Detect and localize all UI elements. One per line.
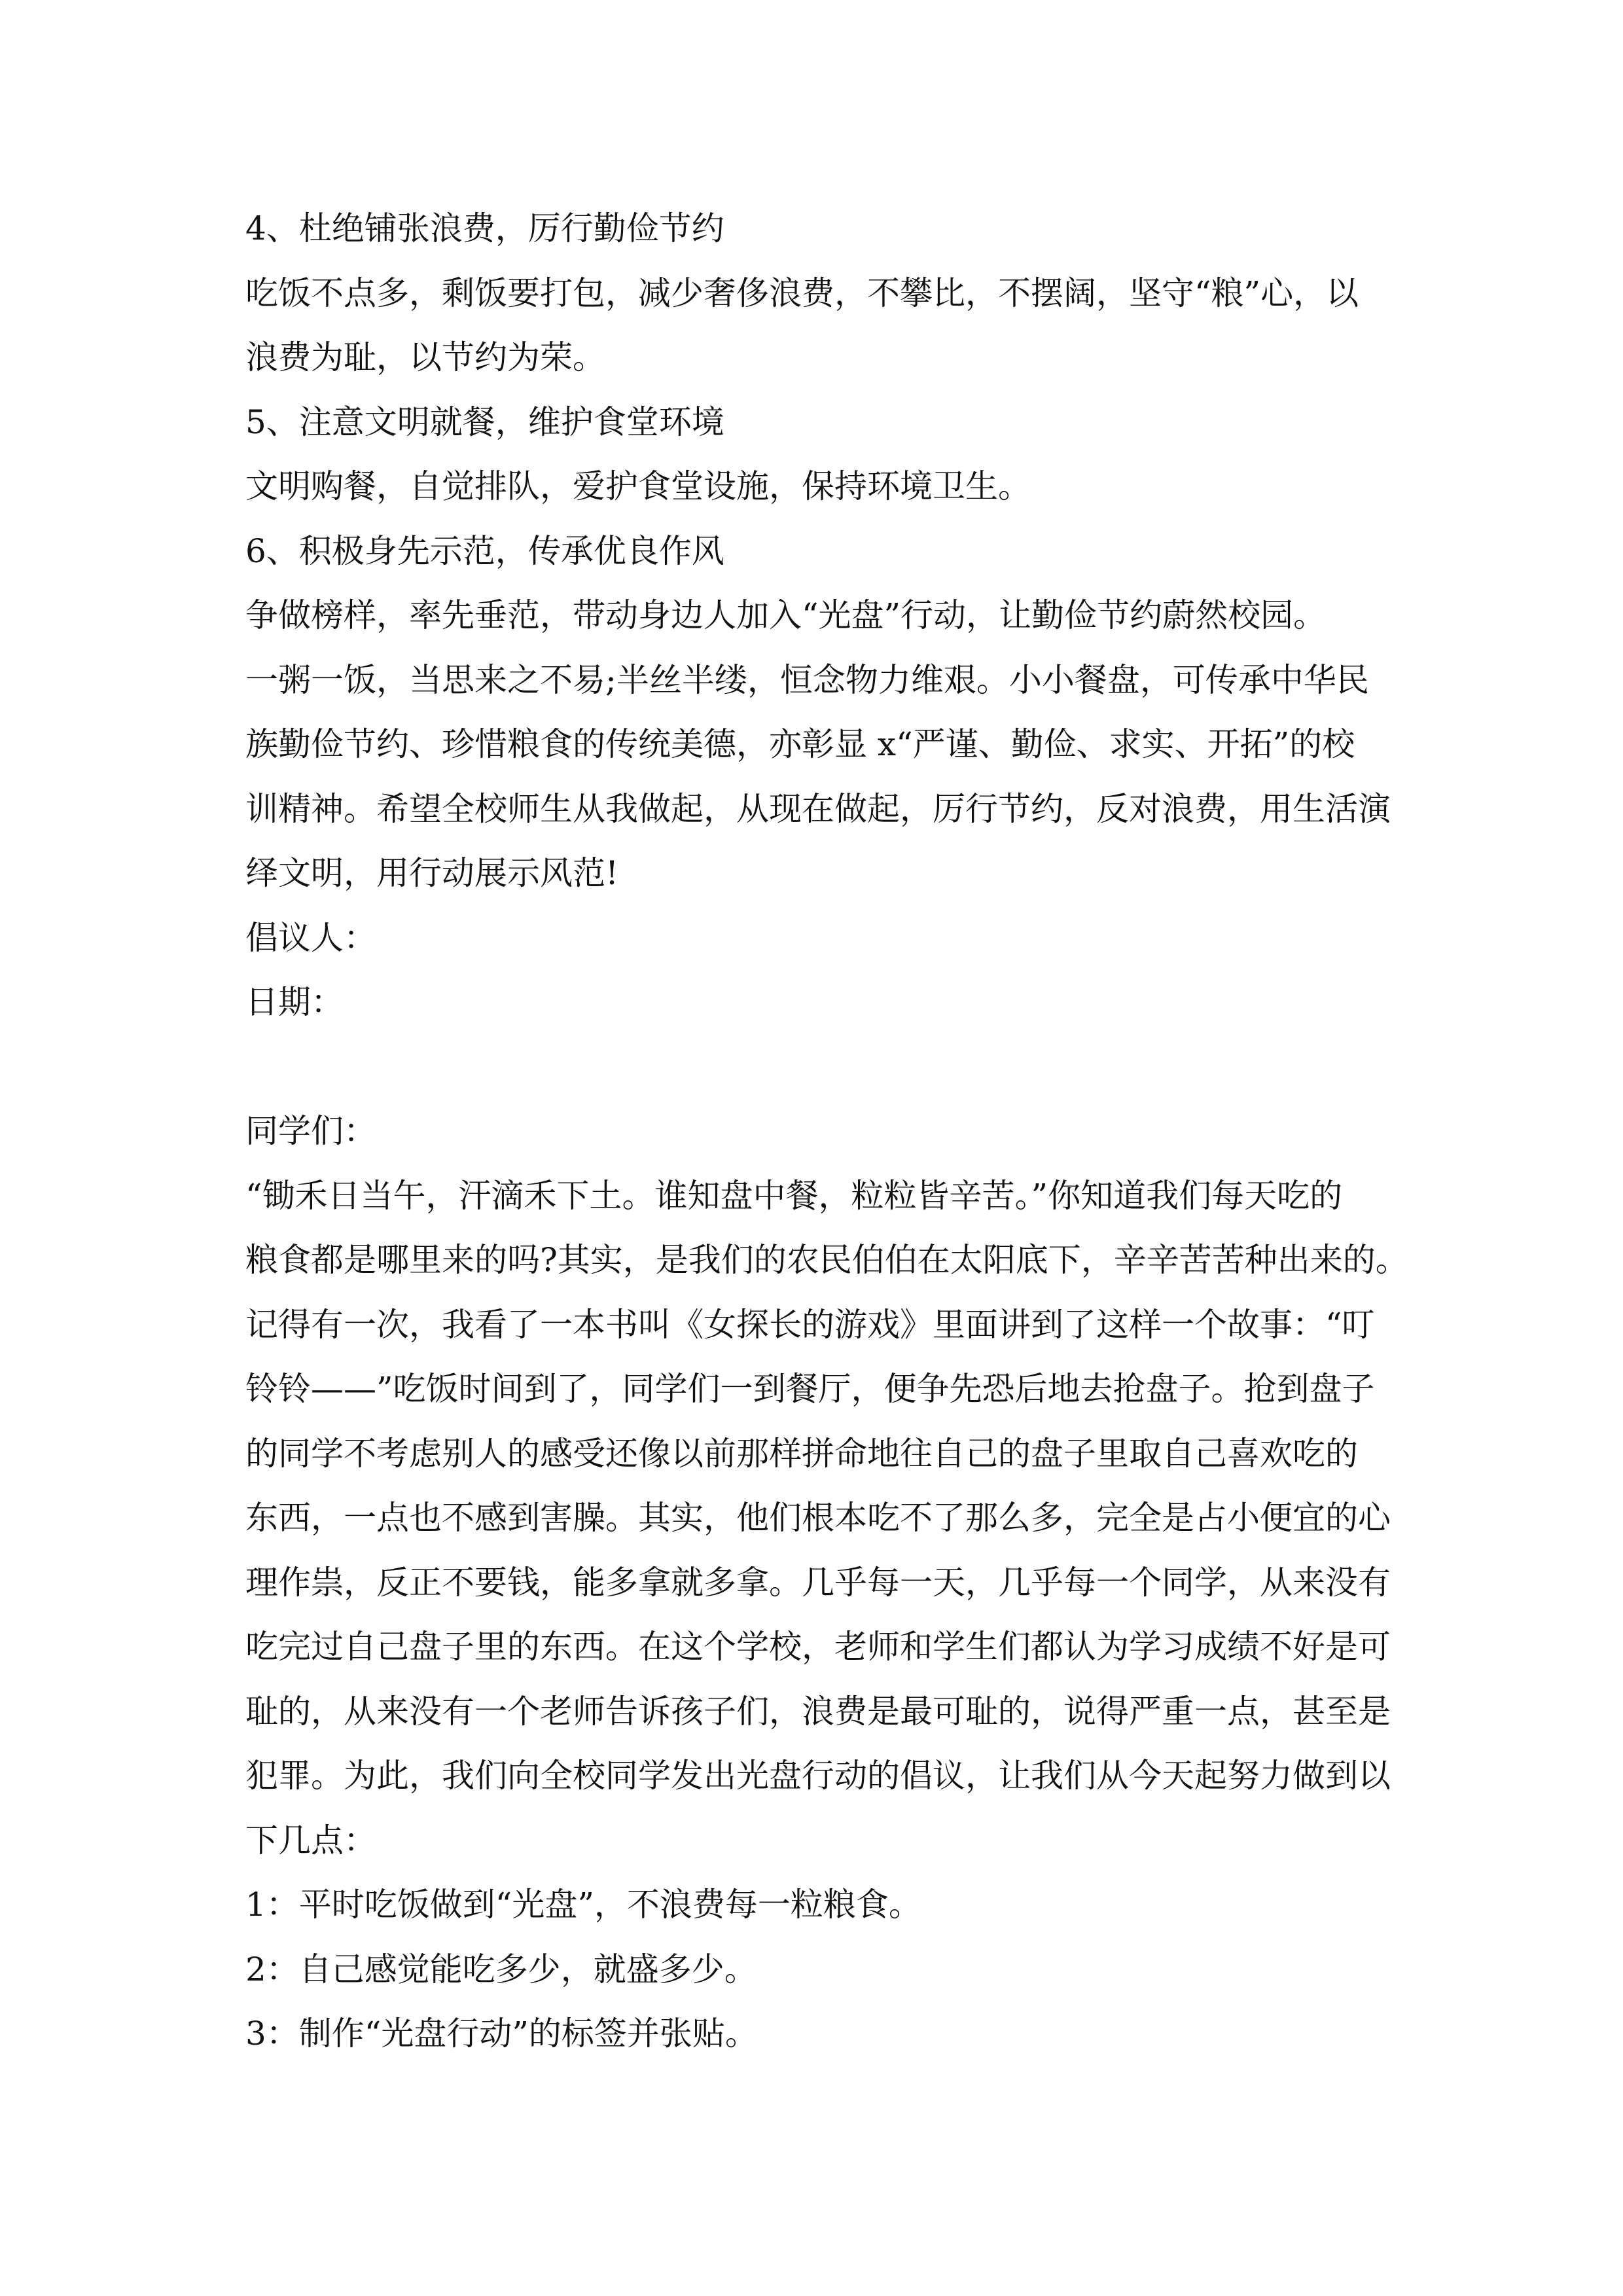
- list-item-3: 3：制作“光盘行动”的标签并张贴。: [245, 2015, 758, 2053]
- list-item-2: 2：自己感觉能吃多少，就盛多少。: [245, 1950, 757, 1988]
- paragraph-line: 记得有一次，我看了一本书叫《女探长的游戏》里面讲到了这样一个故事：“叮: [245, 1305, 1375, 1344]
- paragraph-line: 吃完过自己盘子里的东西。在这个学校，老师和学生们都认为学习成绩不好是可: [245, 1628, 1391, 1666]
- paragraph-line: 文明购餐，自觉排队，爱护食堂设施，保持环境卫生。: [245, 467, 1031, 505]
- paragraph-line: 理作祟，反正不要钱，能多拿就多拿。几乎每一天，几乎每一个同学，从来没有: [245, 1563, 1391, 1602]
- paragraph-line: 的同学不考虑别人的感受还像以前那样拼命地往自己的盘子里取自己喜欢吃的: [245, 1434, 1358, 1473]
- paragraph-line: 东西，一点也不感到害臊。其实，他们根本吃不了那么多，完全是占小便宜的心: [245, 1499, 1391, 1537]
- paragraph-line: 训精神。希望全校师生从我做起，从现在做起，厉行节约，反对浪费，用生活演: [245, 789, 1391, 828]
- paragraph-line: 族勤俭节约、珍惜粮食的传统美德，亦彰显 x“严谨、勤俭、求实、开拓”的校: [245, 725, 1355, 763]
- document-body: [245, 196, 1408, 2066]
- heading-6: 6、积极身先示范，传承优良作风: [245, 531, 724, 570]
- paragraph-line: “锄禾日当午，汗滴禾下土。谁知盘中餐，粒粒皆辛苦。”你知道我们每天吃的: [245, 1176, 1343, 1215]
- paragraph-line: 粮食都是哪里来的吗?其实，是我们的农民伯伯在太阳底下，辛辛苦苦种出来的。: [245, 1241, 1408, 1279]
- date-label: 日期：: [245, 983, 344, 1021]
- heading-5: 5、注意文明就餐，维护食堂环境: [245, 403, 724, 441]
- paragraph-line: 一粥一饭，当思来之不易;半丝半缕，恒念物力维艰。小小餐盘，可传承中华民: [245, 660, 1369, 699]
- paragraph-line: 绎文明，用行动展示风范!: [245, 854, 619, 892]
- paragraph-line: 耻的，从来没有一个老师告诉孩子们，浪费是最可耻的，说得严重一点，甚至是: [245, 1692, 1391, 1731]
- heading-4: 4、杜绝铺张浪费，厉行勤俭节约: [245, 209, 724, 247]
- paragraph-line: 浪费为耻，以节约为荣。: [245, 338, 605, 376]
- paragraph-line: 争做榜样，率先垂范，带动身边人加入“光盘”行动，让勤俭节约蔚然校园。: [245, 596, 1327, 634]
- paragraph-line: 犯罪。为此，我们向全校同学发出光盘行动的倡议，让我们从今天起努力做到以: [245, 1757, 1391, 1795]
- section-gap: [245, 1035, 1384, 1100]
- paragraph-line: 下几点：: [245, 1821, 376, 1859]
- list-item-1: 1：平时吃饭做到“光盘”，不浪费每一粒粮食。: [245, 1886, 921, 1924]
- paragraph-line: 铃铃——”吃饭时间到了，同学们一到餐厅，便争先恐后地去抢盘子。抢到盘子: [245, 1370, 1375, 1408]
- salutation: 同学们：: [245, 1112, 376, 1150]
- initiator-label: 倡议人：: [245, 918, 376, 957]
- paragraph-line: 吃饭不点多，剩饭要打包，减少奢侈浪费，不攀比，不摆阔，坚守“粮”心，以: [245, 274, 1359, 312]
